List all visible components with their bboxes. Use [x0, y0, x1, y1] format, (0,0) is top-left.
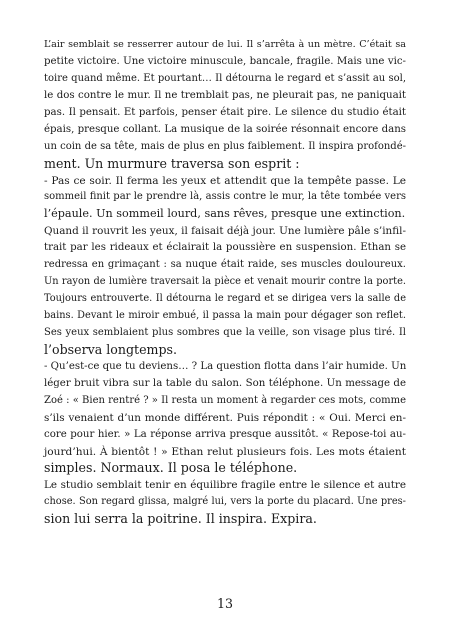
text-line: ment. Un murmure traversa son esprit : — [44, 155, 300, 171]
text-line: Zoé : « Bien rentré ? » Il resta un moment à regarder ces mots, comme — [44, 394, 406, 406]
text-line: simples. Normaux. Il posa le téléphone. — [44, 460, 298, 476]
text-line: le dos contre le mur. Il ne tremblait pas, ne pleurait pas, ne paniquait — [44, 89, 406, 101]
text-line: - Qu’est-ce que tu deviens… ? La question flotta dans l’air humide. Un — [44, 360, 407, 372]
text-line: trait par les rideaux et éclairait la poussière en suspension. Ethan se — [44, 242, 406, 254]
text-line: Ses yeux semblaient plus sombres que la veille, son visage plus tiré. Il — [44, 326, 406, 338]
text-line: jourd’hui. À bientôt ! » Ethan relut plusieurs fois. Les mots étaient — [44, 445, 406, 458]
book-page-body — [44, 37, 406, 597]
text-line: toire quand même. Et pourtant… Il détourna le regard et s’assit au sol, — [44, 72, 406, 84]
text-line: - Pas ce soir. Il ferma les yeux et attendit que la tempête passe. Le — [44, 174, 406, 187]
text-line: l’épaule. Un sommeil lourd, sans rêves, presque une extinction. — [44, 207, 406, 221]
text-line: sion lui serra la poitrine. Il inspira. Expira. — [44, 511, 317, 527]
text-line: l’observa longtemps. — [44, 341, 178, 357]
text-line: petite victoire. Une victoire minuscule, bancale, fragile. Mais une vic- — [44, 55, 406, 67]
text-line: léger bruit vibra sur la table du salon. Son téléphone. Un message de — [44, 377, 406, 389]
text-line: redressa en grimaçant : sa nuque était raide, ses muscles douloureux. — [44, 259, 406, 271]
text-line: pas. Il pensait. Et parfois, penser était pire. Le silence du studio était — [44, 106, 406, 118]
text-line: Un rayon de lumière traversait la pièce et venait mourir contre la porte. — [44, 276, 406, 288]
text-line: un coin de sa tête, mais de plus en plus faiblement. Il inspira profondé- — [44, 140, 406, 152]
text-line: sommeil finit par le prendre là, assis contre le mur, la tête tombée vers — [44, 191, 406, 203]
page-number: 13 — [216, 596, 234, 611]
text-line: Le studio semblait tenir en équilibre fragile entre le silence et autre — [44, 479, 406, 492]
text-line: épais, presque collant. La musique de la soirée résonnait encore dans — [44, 123, 406, 135]
text-line: L’air semblait se resserrer autour de lui. Il s’arrêta à un mètre. C’était sa — [44, 39, 406, 50]
text-line: s’ils venaient d’un monde différent. Puis répondit : « Oui. Merci en- — [44, 411, 406, 424]
text-line: Quand il rouvrit les yeux, il faisait déjà jour. Une lumière pâle s’infil- — [44, 225, 406, 238]
body-text — [44, 37, 406, 528]
text-line: core pour hier. » La réponse arriva presque aussitôt. « Repose-toi au- — [44, 428, 406, 440]
text-line: Toujours entrouverte. Il détourna le regard et se dirigea vers la salle de — [44, 293, 406, 305]
text-line: chose. Son regard glissa, malgré lui, vers la porte du placard. Une pres- — [44, 496, 406, 508]
text-line: bains. Devant le miroir embué, il passa la main pour dégager son reflet. — [44, 310, 406, 321]
